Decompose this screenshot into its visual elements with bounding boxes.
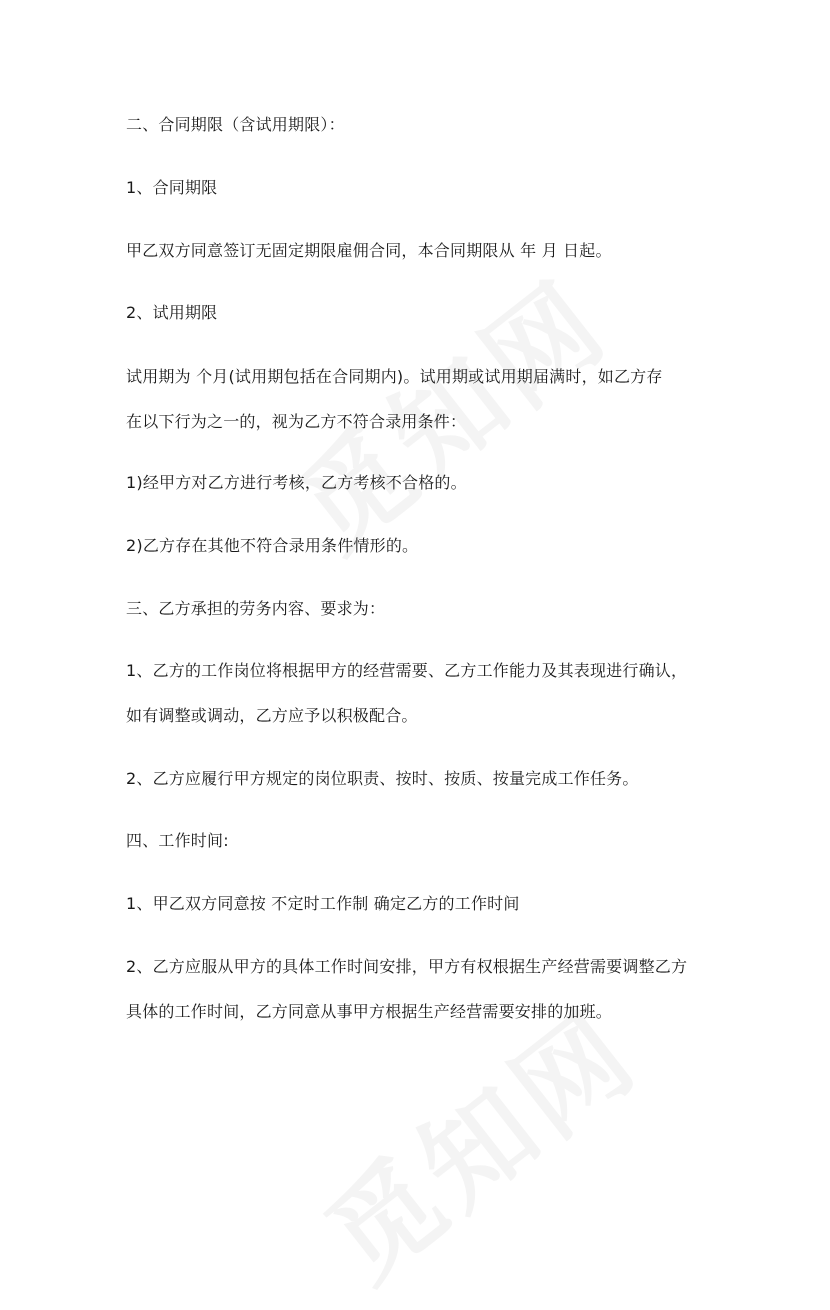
heading-labor-content: 三、乙方承担的劳务内容、要求为： (126, 599, 386, 618)
subheading-contract-period: 1、合同期限 (126, 178, 218, 197)
paragraph-line: 试用期为 个月(试用期包括在合同期内)。试用期或试用期届满时，如乙方存 (126, 367, 663, 386)
paragraph-line: 1、乙方的工作岗位将根据甲方的经营需要、乙方工作能力及其表现进行确认， (126, 661, 688, 680)
paragraph-line: 在以下行为之一的，视为乙方不符合录用条件： (126, 412, 467, 431)
paragraph-line: 具体的工作时间，乙方同意从事甲方根据生产经营需要安排的加班。 (126, 1002, 613, 1021)
heading-working-hours: 四、工作时间: (126, 831, 229, 850)
paragraph-line: 1、甲乙双方同意按 不定时工作制 确定乙方的工作时间 (126, 894, 520, 913)
list-item: 1)经甲方对乙方进行考核，乙方考核不合格的。 (126, 473, 467, 492)
watermark (259, 238, 635, 580)
paragraph-line: 2、乙方应履行甲方规定的岗位职责、按时、按质、按量完成工作任务。 (126, 769, 639, 788)
paragraph-line: 如有调整或调动，乙方应予以积极配合。 (126, 706, 418, 725)
list-item: 2)乙方存在其他不符合录用条件情形的。 (126, 536, 419, 555)
paragraph-line: 甲乙双方同意签订无固定期限雇佣合同，本合同期限从 年 月 日起。 (126, 241, 612, 260)
paragraph-line: 2、乙方应服从甲方的具体工作时间安排，甲方有权根据生产经营需要调整乙方 (126, 957, 688, 976)
heading-contract-term: 二、合同期限（含试用期限）： (126, 115, 345, 134)
subheading-probation-period: 2、试用期限 (126, 303, 218, 322)
